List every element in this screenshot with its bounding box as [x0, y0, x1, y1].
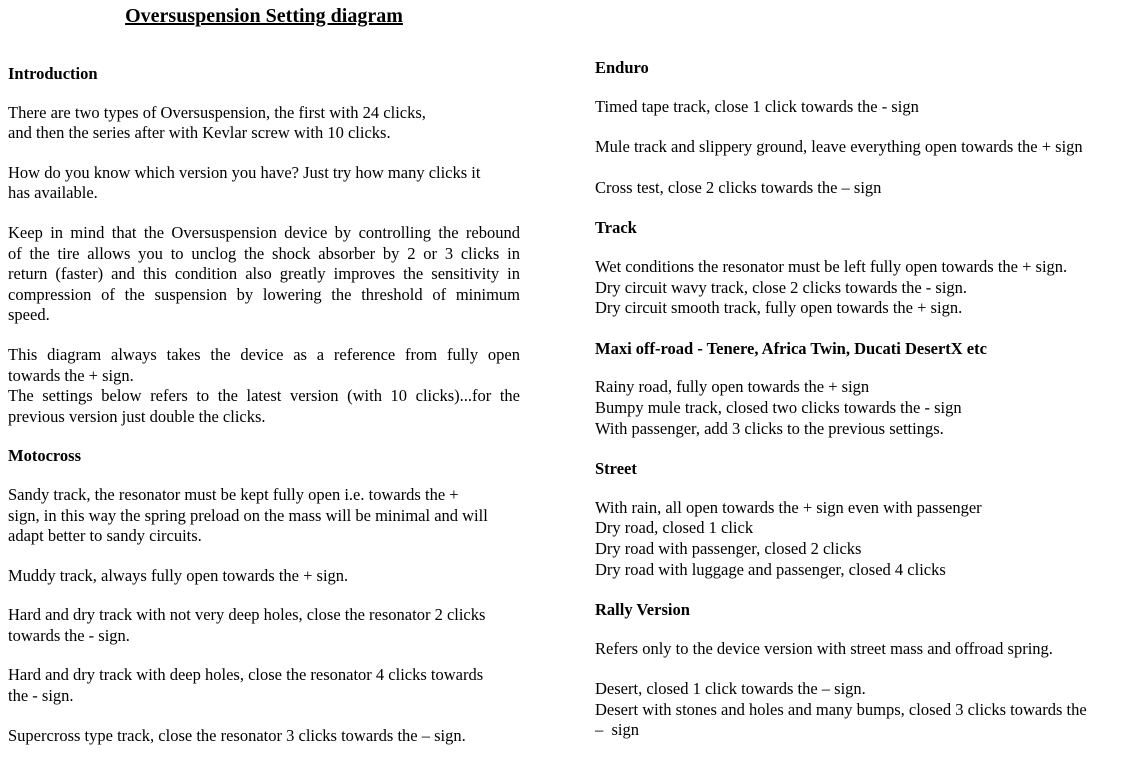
section — [8, 446, 520, 746]
text-line: Refers only to the device version with street mass and offroad spring. — [595, 638, 1053, 658]
section-heading: Maxi off-road - Tenere, Africa Twin, Ducati DesertX etc — [595, 338, 987, 358]
left-column-content — [8, 64, 520, 746]
paragraph — [8, 485, 520, 547]
text-line: Keep in mind that the Oversuspension device by controlling the rebound — [8, 222, 520, 242]
text-line: compression of the suspension by lowering the threshold of minimum — [8, 284, 520, 304]
text-line: How do you know which version you have? Just try how many clicks it — [8, 162, 481, 182]
paragraph — [8, 665, 520, 706]
text-line: Dry circuit wavy track, close 2 clicks towards the - sign. — [595, 277, 968, 297]
section — [595, 58, 1123, 198]
text-line: Supercross type track, close the resonator 3 clicks towards the – sign. — [8, 725, 466, 745]
section-heading: Track — [595, 218, 637, 238]
section — [8, 64, 520, 427]
text-line: Muddy track, always fully open towards the + sign. — [8, 565, 349, 585]
text-line: Dry circuit smooth track, fully open towards the + sign. — [595, 298, 963, 318]
text-line: return (faster) and this condition also greatly improves the sensitivity in — [8, 264, 520, 284]
document-title: Oversuspension Setting diagram — [125, 5, 403, 27]
paragraph — [8, 605, 520, 646]
text-line: of the tire allows you to unclog the shock absorber by 2 or 3 clicks in — [8, 243, 520, 263]
text-line: speed. — [8, 305, 50, 325]
paragraph — [595, 137, 1123, 158]
section — [595, 600, 1123, 741]
text-line: towards the - sign. — [8, 625, 130, 645]
text-line: Dry road with luggage and passenger, closed 4 clicks — [595, 559, 946, 579]
section-heading: Enduro — [595, 58, 649, 77]
section-heading: Motocross — [8, 446, 82, 466]
left-column — [8, 5, 520, 765]
section — [595, 339, 1123, 439]
text-line: towards the + sign. — [8, 365, 134, 385]
text-line: Cross test, close 2 clicks towards the – sign — [595, 177, 882, 197]
text-line: Timed tape track, close 1 click towards the - sign — [595, 96, 919, 116]
paragraph — [8, 566, 520, 587]
text-line: Dry road, closed 1 click — [595, 518, 754, 538]
text-line: previous version just double the clicks. — [8, 406, 266, 426]
text-line: Mule track and slippery ground, leave everything open towards the + sign — [595, 137, 1083, 157]
text-line: sign, in this way the spring preload on the mass will be minimal and will — [8, 505, 488, 525]
text-line: adapt better to sandy circuits. — [8, 526, 202, 546]
section — [595, 218, 1123, 318]
text-line: – sign — [595, 720, 640, 740]
paragraph — [595, 97, 1123, 118]
text-line: Hard and dry track with not very deep holes, close the resonator 2 clicks — [8, 605, 486, 625]
text-line: has available. — [8, 183, 98, 203]
paragraph — [8, 103, 520, 144]
section — [595, 459, 1123, 580]
text-line: Wet conditions the resonator must be left fully open towards the + sign. — [595, 256, 1068, 276]
text-line: Desert with stones and holes and many bumps, closed 3 clicks towards the — [595, 699, 1087, 719]
paragraph — [595, 377, 1123, 439]
paragraph — [595, 257, 1123, 319]
text-line: Sandy track, the resonator must be kept fully open i.e. towards the + — [8, 484, 459, 504]
paragraph — [595, 498, 1123, 580]
text-line: Hard and dry track with deep holes, close the resonator 4 clicks towards — [8, 665, 484, 685]
text-line: the - sign. — [8, 686, 74, 706]
text-line: This diagram always takes the device as a reference from fully open — [8, 344, 520, 364]
text-line: With passenger, add 3 clicks to the previous settings. — [595, 418, 944, 438]
paragraph — [595, 679, 1123, 741]
text-line: and then the series after with Kevlar screw with 10 clicks. — [8, 123, 391, 143]
paragraph — [8, 345, 520, 427]
text-line: Dry road with passenger, closed 2 clicks — [595, 538, 862, 558]
text-line: Rainy road, fully open towards the + sign — [595, 377, 870, 397]
paragraph — [8, 223, 520, 326]
paragraph — [8, 163, 520, 204]
paragraph — [8, 726, 520, 747]
section-heading: Street — [595, 459, 637, 479]
text-line: With rain, all open towards the + sign even with passenger — [595, 497, 982, 517]
section-heading: Rally Version — [595, 600, 690, 620]
text-line: There are two types of Oversuspension, the first with 24 clicks, — [8, 102, 426, 122]
text-line: The settings below refers to the latest version (with 10 clicks)...for the — [8, 386, 520, 406]
text-line: Bumpy mule track, closed two clicks towards the - sign — [595, 397, 962, 417]
paragraph — [595, 639, 1123, 660]
right-column — [595, 58, 1123, 761]
paragraph — [595, 178, 1123, 199]
section-heading: Introduction — [8, 64, 98, 83]
text-line: Desert, closed 1 click towards the – sign. — [595, 679, 866, 699]
right-column-content — [595, 58, 1123, 741]
